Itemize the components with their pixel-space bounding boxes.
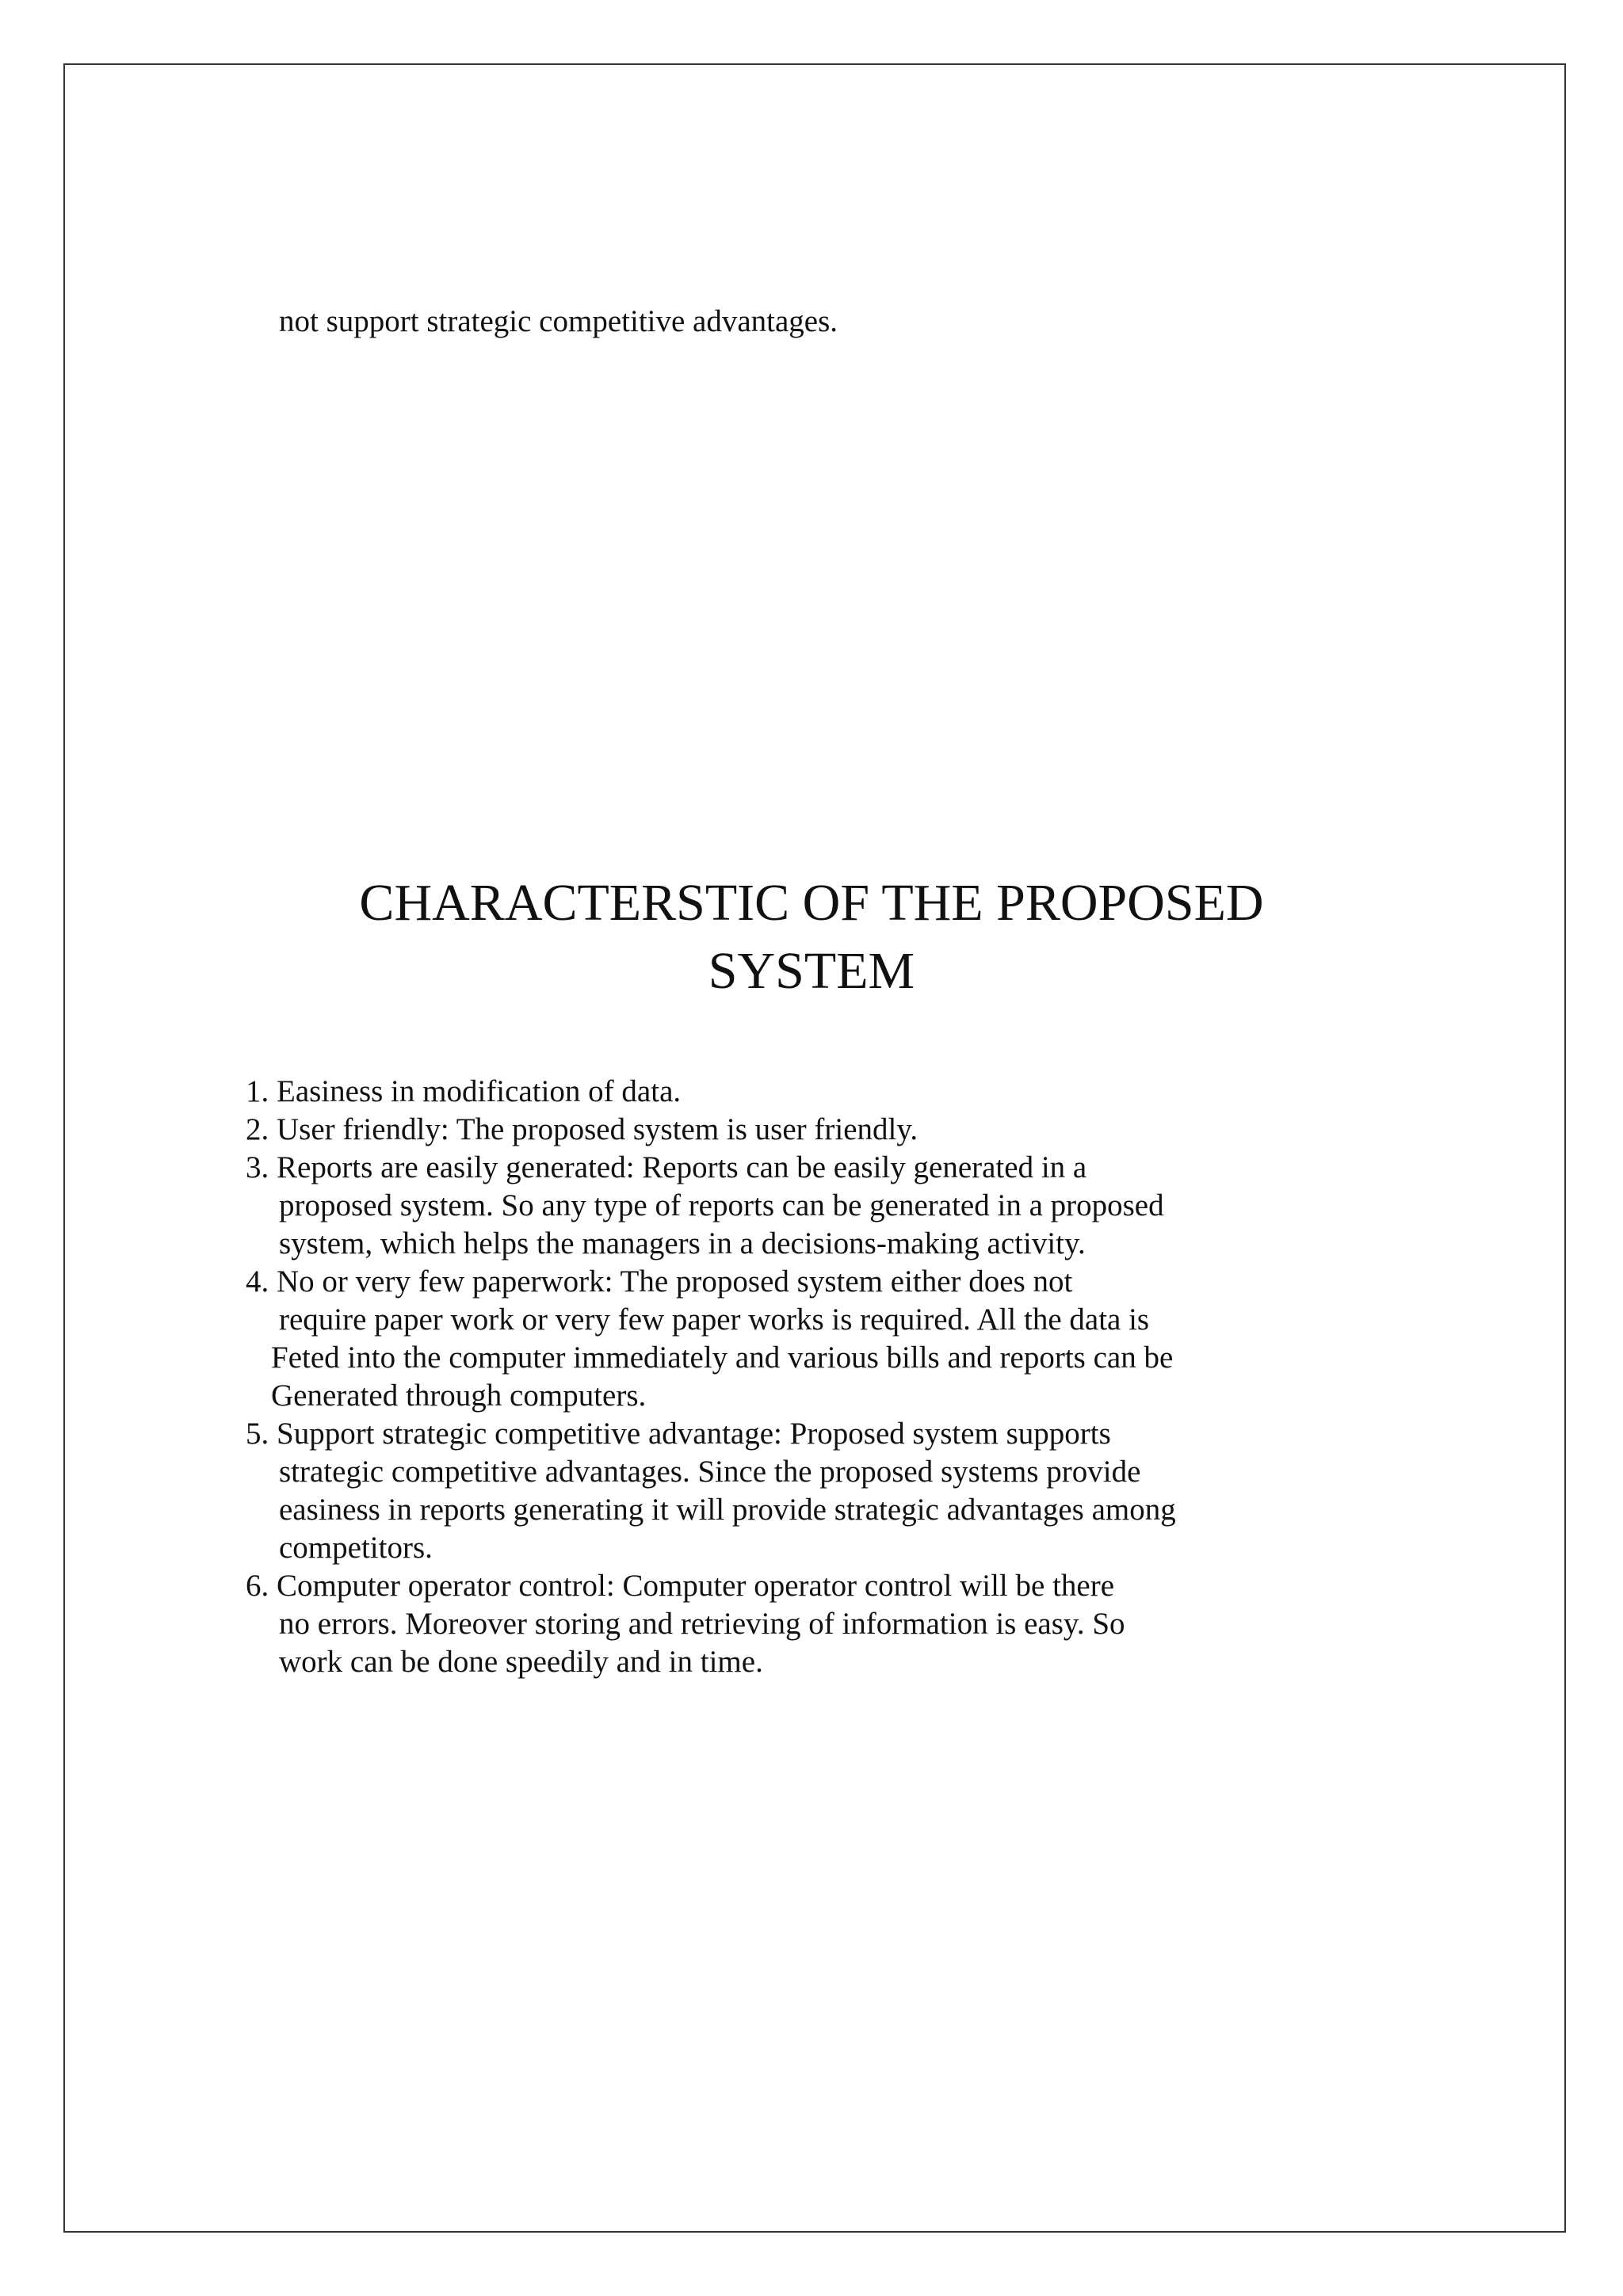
list-item <box>246 1567 1176 1681</box>
list-item <box>246 1111 1176 1149</box>
list-item-line: 4. No or very few paperwork: The proposed system either does not <box>246 1264 1073 1299</box>
list-item <box>246 1415 1176 1567</box>
characteristics-list <box>246 1073 1176 1681</box>
continuation-text: not support strategic competitive advantages. <box>279 304 838 338</box>
list-item-line: Feted into the computer immediately and various bills and reports can be <box>271 1341 1174 1375</box>
list-item-line: 5. Support strategic competitive advantage: Proposed system supports <box>246 1417 1111 1451</box>
section-heading-line-1: CHARACTERSTIC OF THE PROPOSED <box>359 874 1264 932</box>
list-item-line: require paper work or very few paper works is required. All the data is <box>279 1302 1150 1337</box>
section-heading <box>0 869 1623 1005</box>
list-item-line: no errors. Moreover storing and retrieving of information is easy. So <box>279 1607 1125 1641</box>
list-item-line: easiness in reports generating it will provide strategic advantages among <box>279 1493 1176 1527</box>
list-item-line: 6. Computer operator control: Computer operator control will be there <box>246 1569 1115 1603</box>
list-item <box>246 1263 1176 1415</box>
list-item-line: 2. User friendly: The proposed system is user friendly. <box>246 1112 918 1146</box>
list-item-line: competitors. <box>279 1531 433 1565</box>
list-item-line: 1. Easiness in modification of data. <box>246 1074 682 1108</box>
list-item <box>246 1073 1176 1111</box>
list-item-line: 3. Reports are easily generated: Reports can be easily generated in a <box>246 1150 1087 1184</box>
list-item-line: system, which helps the managers in a decisions-making activity. <box>279 1226 1086 1261</box>
list-item-line: work can be done speedily and in time. <box>279 1645 763 1679</box>
list-item <box>246 1149 1176 1263</box>
list-item-line: proposed system. So any type of reports can be generated in a proposed <box>279 1188 1164 1222</box>
list-item-line: Generated through computers. <box>271 1379 647 1413</box>
section-heading-line-2: SYSTEM <box>708 942 915 1000</box>
list-item-line: strategic competitive advantages. Since the proposed systems provide <box>279 1455 1141 1489</box>
